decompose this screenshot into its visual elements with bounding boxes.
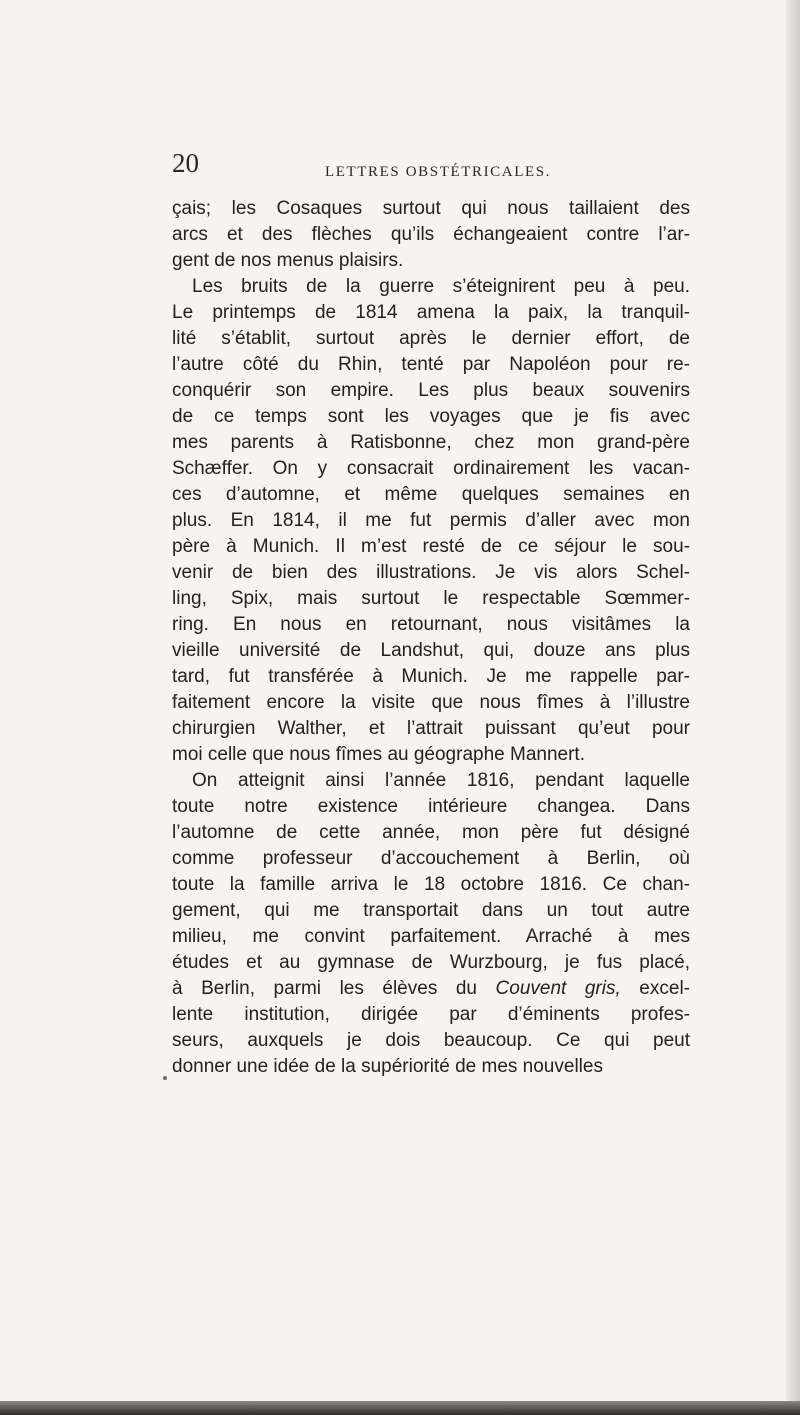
text-line: milieu, me convint parfaitement. Arraché à mes: [172, 926, 690, 947]
page-edge-shadow: [786, 0, 800, 1415]
text-line: conquérir son empire. Les plus beaux souvenirs: [172, 380, 690, 401]
scan-bottom-edge: [0, 1401, 800, 1415]
text-line: gent de nos menus plaisirs.: [172, 250, 404, 271]
text-line: mes parents à Ratisbonne, chez mon grand-père: [172, 432, 690, 453]
text-line: [172, 976, 690, 1002]
body-text: [172, 196, 690, 1080]
text-line: Schæffer. On y consacrait ordinairement les vacan-: [172, 458, 690, 479]
text-line: chirurgien Walther, et l’attrait puissant qu’eut pour: [172, 718, 690, 739]
page-number: 20: [172, 148, 199, 178]
text-line: Les bruits de la guerre s’éteignirent peu à peu.: [192, 276, 690, 297]
text-line: toute la famille arriva le 18 octobre 1816. Ce chan-: [172, 874, 690, 895]
text-line: Le printemps de 1814 amena la paix, la tranquil-: [172, 302, 690, 323]
text-line: donner une idée de la supériorité de mes nouvelles: [172, 1056, 603, 1077]
text-line: de ce temps sont les voyages que je fis avec: [172, 406, 690, 427]
text-line: ling, Spix, mais surtout le respectable Sœmmer-: [172, 588, 690, 609]
text-line: l’autre côté du Rhin, tenté par Napoléon pour re-: [172, 354, 690, 375]
text-line: venir de bien des illustrations. Je vis alors Schel-: [172, 562, 690, 583]
text-line: père à Munich. Il m’est resté de ce séjour le sou-: [172, 536, 690, 557]
text-line: seurs, auxquels je dois beaucoup. Ce qui peut: [172, 1030, 690, 1051]
text-line: études et au gymnase de Wurzbourg, je fus placé,: [172, 952, 690, 973]
text-line: çais; les Cosaques surtout qui nous taillaient des: [172, 198, 690, 219]
text-line: ces d’automne, et même quelques semaines en: [172, 484, 690, 505]
text-line: gement, qui me transportait dans un tout autre: [172, 900, 690, 921]
text-line: lité s’établit, surtout après le dernier effort, de: [172, 328, 690, 349]
text-line: ring. En nous en retournant, nous visitâmes la: [172, 614, 690, 635]
text-line: lente institution, dirigée par d’éminents profes-: [172, 1004, 690, 1025]
text-line: vieille université de Landshut, qui, douze ans plus: [172, 640, 690, 661]
text-line: On atteignit ainsi l’année 1816, pendant laquelle: [192, 770, 690, 791]
text-fragment: excel-: [620, 978, 690, 999]
text-line: toute notre existence intérieure changea. Dans: [172, 796, 690, 817]
text-line: comme professeur d’accouchement à Berlin, où: [172, 848, 690, 869]
italic-title: Couvent gris,: [495, 978, 621, 999]
text-line: faitement encore la visite que nous fîmes à l’illustre: [172, 692, 690, 713]
text-line: arcs et des flèches qu’ils échangeaient contre l’ar-: [172, 224, 690, 245]
text-line: plus. En 1814, il me fut permis d’aller avec mon: [172, 510, 690, 531]
text-fragment: à Berlin, parmi les élèves du: [172, 978, 477, 999]
ink-speck: [163, 1076, 167, 1080]
text-line: tard, fut transférée à Munich. Je me rappelle par-: [172, 666, 690, 687]
text-line: moi celle que nous fîmes au géographe Mannert.: [172, 744, 585, 765]
running-head: LETTRES OBSTÉTRICALES.: [325, 164, 552, 180]
text-line: l’automne de cette année, mon père fut désigné: [172, 822, 690, 843]
